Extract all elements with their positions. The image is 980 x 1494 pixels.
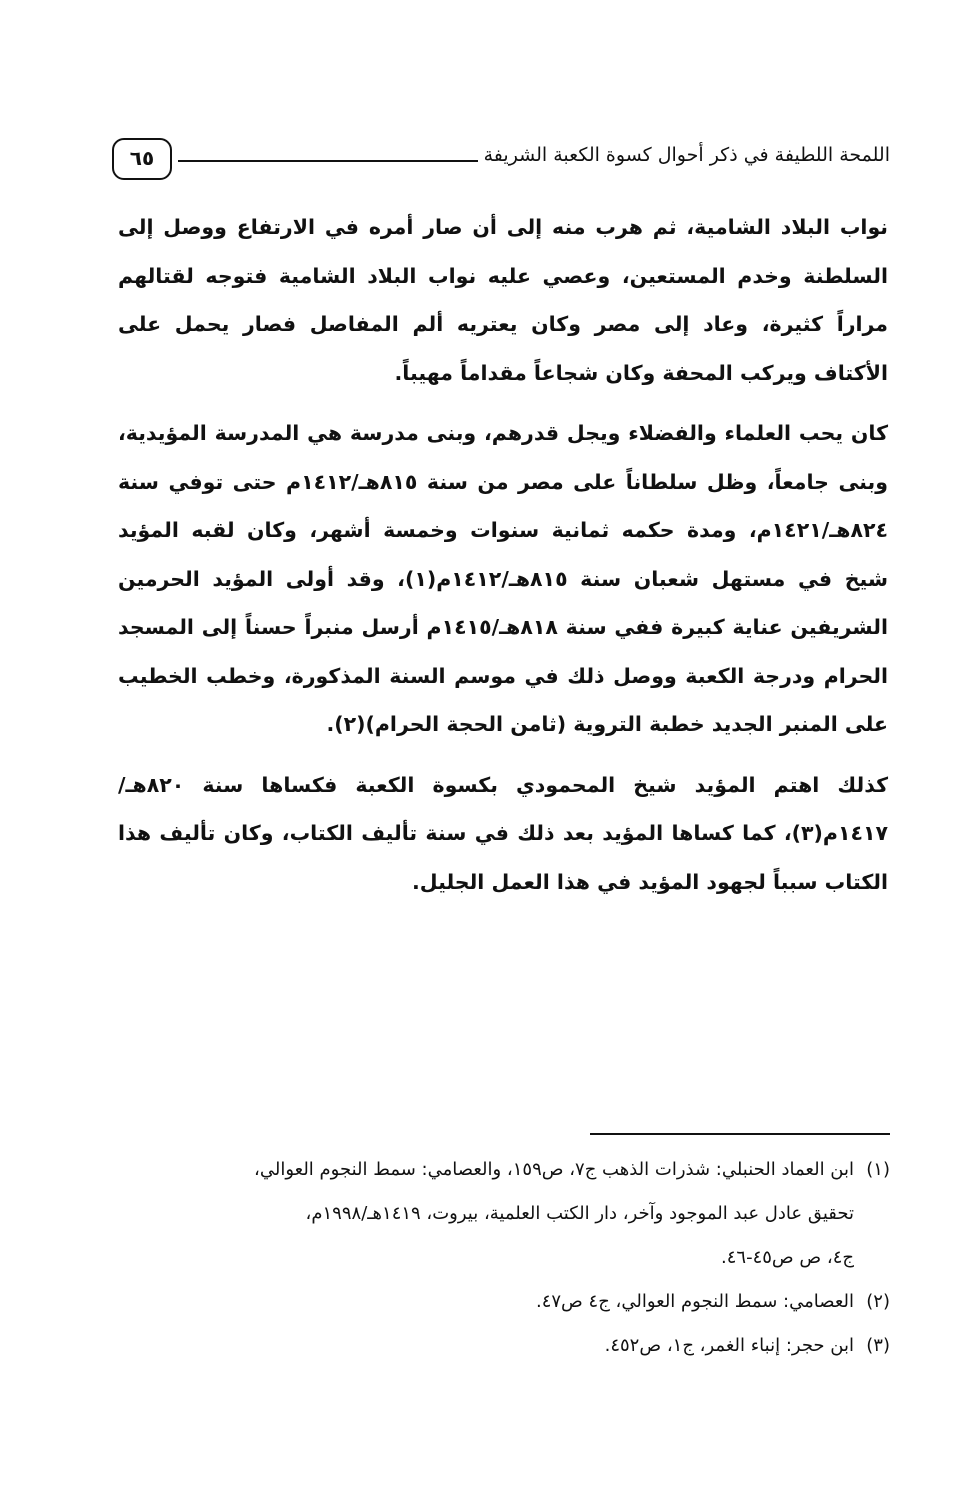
- footnote-number: (٢): [866, 1291, 890, 1312]
- footnote-line: ابن حجر: إنباء الغمر، ج١، ص٤٥٢.: [604, 1335, 854, 1356]
- main-text: [118, 203, 888, 918]
- paragraph-1: نواب البلاد الشامية، ثم هرب منه إلى أن صار أمره في الارتفاع ووصل إلى السلطنة وخدم المستعين، وعصي عليه نواب البلاد الشامية فتوجه لقتالهم مراراً كثيرة، وعاد إلى مصر وكان يعتريه ألم المفاصل فصار يحمل على الأكتاف ويركب المحفة وكان شجاعاً مقداماً مهيباً.: [118, 215, 888, 385]
- footnote-number: (١): [866, 1159, 890, 1180]
- footnote-2: [118, 1280, 890, 1324]
- footnote-3: [118, 1324, 890, 1368]
- footnote-separator: [590, 1133, 890, 1135]
- footnote-1: [118, 1148, 890, 1192]
- footnote-number: (٣): [866, 1335, 890, 1356]
- header-rule: [178, 160, 478, 162]
- running-title: اللمحة اللطيفة في ذكر أحوال كسوة الكعبة الشريفة: [483, 144, 890, 166]
- paragraph-3: كذلك اهتم المؤيد شيخ المحمودي بكسوة الكعبة فكساها سنة ٨٢٠هـ/١٤١٧م(٣)، كما كساها المؤيد بعد ذلك في سنة تأليف الكتاب، وكان تأليف هذا الكتاب سبباً لجهود المؤيد في هذا العمل الجليل.: [118, 772, 888, 894]
- footnote-1-line-3: ج٤، ص ص٤٥-٤٦.: [721, 1247, 854, 1268]
- paragraph-2: كان يحب العلماء والفضلاء ويجل قدرهم، وبنى مدرسة هي المدرسة المؤيدية، وبنى جامعاً، وظل سلطاناً على مصر من سنة ٨١٥هـ/١٤١٢م حتى توفي سنة ٨٢٤هـ/١٤٢١م، ومدة حكمه ثمانية سنوات وخمسة أشهر، وكان لقبه المؤيد شيخ في مستهل شعبان سنة ٨١٥هـ/١٤١٢م(١)، وقد أولى المؤيد الحرمين الشريفين عناية كبيرة ففي سنة ٨١٨هـ/١٤١٥م أرسل منبراً حسناً إلى المسجد الحرام ودرجة الكعبة ووصل ذلك في موسم السنة المذكورة، وخطب الخطيب على المنبر الجديد خطبة التروية (ثامن الحجة الحرام)(٢).: [118, 421, 889, 736]
- running-header: [112, 138, 890, 184]
- page-number: ٦٥: [112, 138, 172, 180]
- footnote-line: ابن العماد الحنبلي: شذرات الذهب ج٧، ص١٥٩، والعصامي: سمط النجوم العوالي،: [254, 1159, 854, 1180]
- footnotes: [118, 1148, 890, 1368]
- footnote-1-line-2: تحقيق عادل عبد الموجود وآخر، دار الكتب العلمية، بيروت، ١٤١٩هـ/١٩٩٨م،: [305, 1203, 854, 1224]
- footnote-line: العصامي: سمط النجوم العوالي، ج٤ ص٤٧.: [535, 1291, 854, 1312]
